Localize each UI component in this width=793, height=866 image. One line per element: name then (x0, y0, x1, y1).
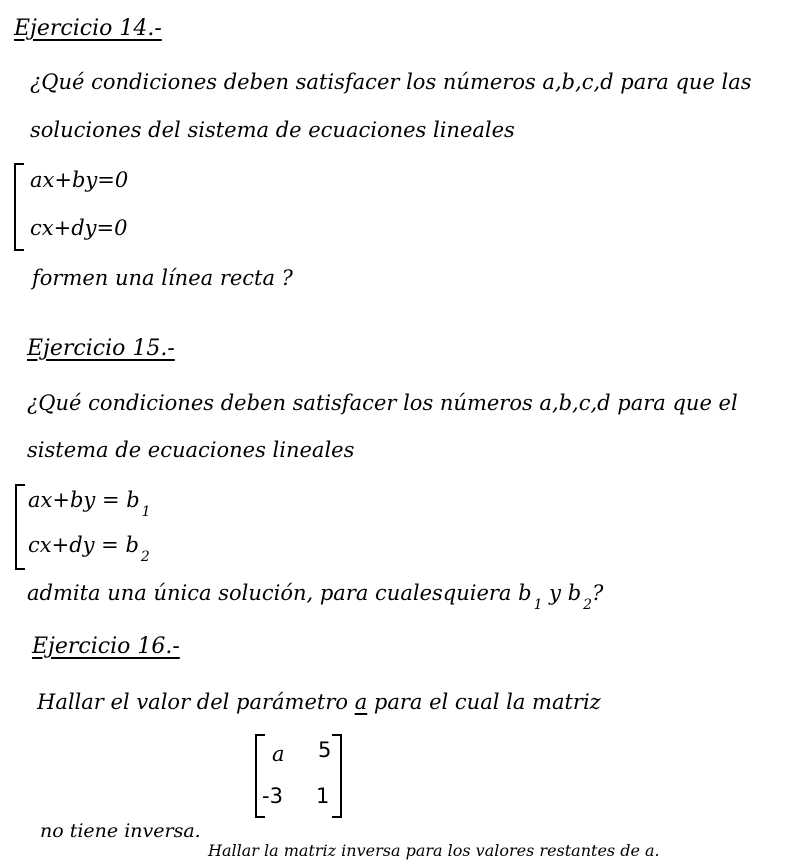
ej16-title: Ejercicio 16.- (32, 634, 180, 659)
matrix-r2c2: 1 (316, 784, 330, 808)
ej15-eq2-lhs: cx+dy = b (28, 533, 139, 557)
ej15-eq2 (28, 533, 150, 565)
ej16-line3: Hallar la matriz inversa para los valores restantes de a. (208, 841, 660, 860)
ej16-line1-a: Hallar el valor del parámetro (37, 690, 355, 714)
ej14-eq1: ax+by=0 (30, 168, 129, 192)
ej15-line3-a: admita una única solución, para cualesquiera b (27, 581, 532, 605)
ej16-line2: no tiene inversa. (40, 820, 201, 842)
ej14-system-brace (14, 163, 24, 251)
ej15-line3-b: y b (542, 581, 582, 605)
ej15-eq1 (28, 488, 151, 520)
ej15-eq1-sub: 1 (141, 504, 151, 520)
ej15-line1: ¿Qué condiciones deben satisfacer los números a,b,c,d para que el (27, 391, 738, 415)
ej15-line2: sistema de ecuaciones lineales (27, 438, 355, 462)
matrix-r1c2: 5 (318, 738, 332, 762)
ej16-line1-b: para el cual la matriz (367, 690, 601, 714)
ej16-line1 (37, 692, 601, 713)
ej14-line2: soluciones del sistema de ecuaciones lineales (30, 118, 515, 142)
matrix-right-bracket (332, 734, 342, 818)
ej15-eq2-sub: 2 (140, 549, 150, 565)
matrix-r2c1: -3 (262, 784, 283, 808)
ej15-line3-sub1: 1 (533, 597, 543, 613)
ej14-title: Ejercicio 14.- (14, 16, 162, 41)
ej15-line3 (27, 581, 604, 613)
ej14-line3: formen una línea recta ? (32, 266, 293, 290)
ej15-system-brace (15, 484, 25, 570)
ej15-line3-c: ? (592, 581, 604, 605)
ej15-eq1-lhs: ax+by = b (28, 488, 140, 512)
ej14-line1: ¿Qué condiciones deben satisfacer los números a,b,c,d para que las (30, 70, 752, 94)
ej14-eq2: cx+dy=0 (30, 216, 128, 240)
matrix-r1c1: a (272, 742, 285, 766)
ej16-param-a: a (354, 690, 368, 714)
ej15-line3-sub2: 2 (583, 597, 593, 613)
ej15-title: Ejercicio 15.- (27, 336, 175, 361)
